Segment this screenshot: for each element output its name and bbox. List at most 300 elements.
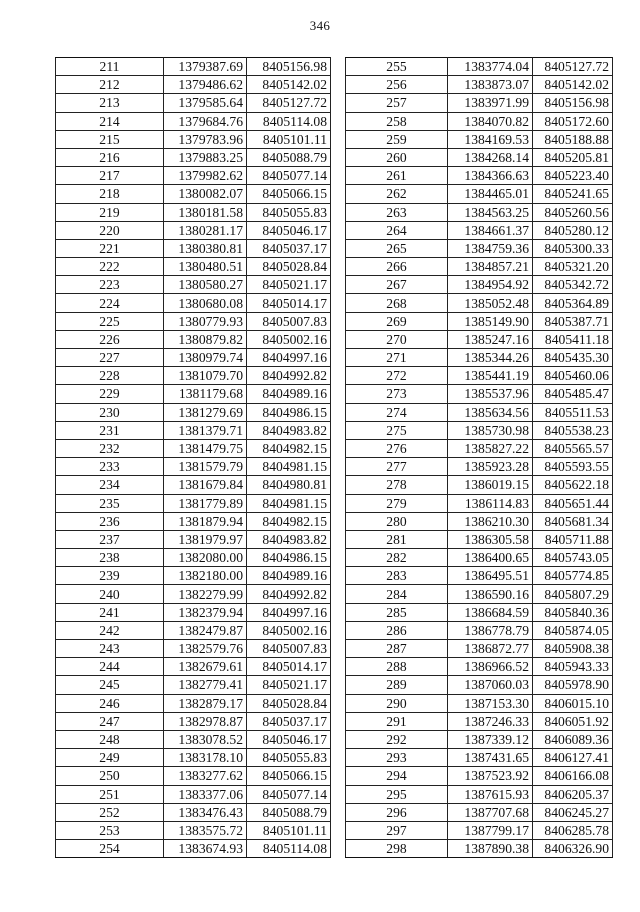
y-coordinate-cell: 8406245.27 <box>533 803 613 821</box>
y-coordinate-cell: 8406051.92 <box>533 712 613 730</box>
table-row <box>346 512 613 530</box>
point-number-cell: 228 <box>56 367 164 385</box>
point-number-cell: 253 <box>56 821 164 839</box>
point-number-cell: 215 <box>56 130 164 148</box>
x-coordinate-cell: 1384268.14 <box>448 148 533 166</box>
x-coordinate-cell: 1379585.64 <box>164 94 247 112</box>
point-number-cell: 257 <box>346 94 448 112</box>
table-row <box>56 258 331 276</box>
x-coordinate-cell: 1382479.87 <box>164 621 247 639</box>
point-number-cell: 273 <box>346 385 448 403</box>
table-row <box>56 785 331 803</box>
table-row <box>56 694 331 712</box>
table-row <box>56 148 331 166</box>
table-row <box>346 349 613 367</box>
y-coordinate-cell: 8406326.90 <box>533 840 613 858</box>
x-coordinate-cell: 1387246.33 <box>448 712 533 730</box>
table-row <box>56 167 331 185</box>
point-number-cell: 235 <box>56 494 164 512</box>
y-coordinate-cell: 8405681.34 <box>533 512 613 530</box>
y-coordinate-cell: 8405364.89 <box>533 294 613 312</box>
point-number-cell: 281 <box>346 530 448 548</box>
x-coordinate-cell: 1382679.61 <box>164 658 247 676</box>
table-row <box>56 658 331 676</box>
x-coordinate-cell: 1380480.51 <box>164 258 247 276</box>
point-number-cell: 263 <box>346 203 448 221</box>
table-row <box>56 803 331 821</box>
point-number-cell: 218 <box>56 185 164 203</box>
point-number-cell: 266 <box>346 258 448 276</box>
table-row <box>346 185 613 203</box>
table-row <box>56 840 331 858</box>
x-coordinate-cell: 1382279.99 <box>164 585 247 603</box>
point-number-cell: 265 <box>346 239 448 257</box>
x-coordinate-cell: 1387339.12 <box>448 730 533 748</box>
x-coordinate-cell: 1379982.62 <box>164 167 247 185</box>
y-coordinate-cell: 8405411.18 <box>533 330 613 348</box>
table-row <box>346 603 613 621</box>
y-coordinate-cell: 8406285.78 <box>533 821 613 839</box>
point-number-cell: 289 <box>346 676 448 694</box>
table-row <box>56 203 331 221</box>
point-number-cell: 284 <box>346 585 448 603</box>
point-number-cell: 256 <box>346 76 448 94</box>
point-number-cell: 267 <box>346 276 448 294</box>
table-row <box>346 585 613 603</box>
point-number-cell: 247 <box>56 712 164 730</box>
x-coordinate-cell: 1385247.16 <box>448 330 533 348</box>
table-row <box>346 730 613 748</box>
table-row <box>56 312 331 330</box>
y-coordinate-cell: 8405077.14 <box>247 167 331 185</box>
y-coordinate-cell: 8405188.88 <box>533 130 613 148</box>
point-number-cell: 229 <box>56 385 164 403</box>
table-row <box>56 458 331 476</box>
x-coordinate-cell: 1380779.93 <box>164 312 247 330</box>
point-number-cell: 224 <box>56 294 164 312</box>
y-coordinate-cell: 8405241.65 <box>533 185 613 203</box>
point-number-cell: 250 <box>56 767 164 785</box>
point-number-cell: 276 <box>346 439 448 457</box>
table-row <box>346 821 613 839</box>
table-row <box>56 185 331 203</box>
x-coordinate-cell: 1380082.07 <box>164 185 247 203</box>
table-row <box>346 476 613 494</box>
table-row <box>56 439 331 457</box>
x-coordinate-cell: 1387799.17 <box>448 821 533 839</box>
table-row <box>346 148 613 166</box>
y-coordinate-cell: 8405622.18 <box>533 476 613 494</box>
table-row <box>346 658 613 676</box>
table-row <box>56 421 331 439</box>
table-row <box>346 312 613 330</box>
table-row <box>56 640 331 658</box>
x-coordinate-cell: 1383377.06 <box>164 785 247 803</box>
point-number-cell: 290 <box>346 694 448 712</box>
point-number-cell: 251 <box>56 785 164 803</box>
y-coordinate-cell: 8404989.16 <box>247 567 331 585</box>
y-coordinate-cell: 8404992.82 <box>247 585 331 603</box>
x-coordinate-cell: 1384857.21 <box>448 258 533 276</box>
point-number-cell: 275 <box>346 421 448 439</box>
x-coordinate-cell: 1386495.51 <box>448 567 533 585</box>
x-coordinate-cell: 1384070.82 <box>448 112 533 130</box>
x-coordinate-cell: 1379486.62 <box>164 76 247 94</box>
x-coordinate-cell: 1380879.82 <box>164 330 247 348</box>
y-coordinate-cell: 8405593.55 <box>533 458 613 476</box>
table-row <box>346 94 613 112</box>
point-number-cell: 285 <box>346 603 448 621</box>
x-coordinate-cell: 1383971.99 <box>448 94 533 112</box>
point-number-cell: 270 <box>346 330 448 348</box>
point-number-cell: 296 <box>346 803 448 821</box>
y-coordinate-cell: 8405142.02 <box>247 76 331 94</box>
x-coordinate-cell: 1384759.36 <box>448 239 533 257</box>
x-coordinate-cell: 1386114.83 <box>448 494 533 512</box>
x-coordinate-cell: 1379783.96 <box>164 130 247 148</box>
table-row <box>346 549 613 567</box>
point-number-cell: 297 <box>346 821 448 839</box>
x-coordinate-cell: 1386210.30 <box>448 512 533 530</box>
point-number-cell: 268 <box>346 294 448 312</box>
table-row <box>56 730 331 748</box>
x-coordinate-cell: 1387060.03 <box>448 676 533 694</box>
point-number-cell: 211 <box>56 58 164 76</box>
y-coordinate-cell: 8405205.81 <box>533 148 613 166</box>
point-number-cell: 261 <box>346 167 448 185</box>
y-coordinate-cell: 8405088.79 <box>247 148 331 166</box>
table-row <box>346 385 613 403</box>
y-coordinate-cell: 8405066.15 <box>247 767 331 785</box>
y-coordinate-cell: 8405321.20 <box>533 258 613 276</box>
point-number-cell: 288 <box>346 658 448 676</box>
point-number-cell: 231 <box>56 421 164 439</box>
x-coordinate-cell: 1381479.75 <box>164 439 247 457</box>
point-number-cell: 223 <box>56 276 164 294</box>
table-row <box>56 512 331 530</box>
x-coordinate-cell: 1381679.84 <box>164 476 247 494</box>
point-number-cell: 292 <box>346 730 448 748</box>
y-coordinate-cell: 8405774.85 <box>533 567 613 585</box>
y-coordinate-cell: 8405511.53 <box>533 403 613 421</box>
table-row <box>346 767 613 785</box>
x-coordinate-cell: 1385344.26 <box>448 349 533 367</box>
point-number-cell: 279 <box>346 494 448 512</box>
y-coordinate-cell: 8405088.79 <box>247 803 331 821</box>
table-row <box>56 749 331 767</box>
y-coordinate-cell: 8405743.05 <box>533 549 613 567</box>
point-number-cell: 230 <box>56 403 164 421</box>
point-number-cell: 259 <box>346 130 448 148</box>
x-coordinate-cell: 1386400.65 <box>448 549 533 567</box>
y-coordinate-cell: 8405028.84 <box>247 258 331 276</box>
x-coordinate-cell: 1386872.77 <box>448 640 533 658</box>
x-coordinate-cell: 1381079.70 <box>164 367 247 385</box>
point-number-cell: 294 <box>346 767 448 785</box>
y-coordinate-cell: 8406205.37 <box>533 785 613 803</box>
table-row <box>346 221 613 239</box>
point-number-cell: 269 <box>346 312 448 330</box>
x-coordinate-cell: 1380680.08 <box>164 294 247 312</box>
y-coordinate-cell: 8405037.17 <box>247 239 331 257</box>
x-coordinate-cell: 1379684.76 <box>164 112 247 130</box>
x-coordinate-cell: 1381879.94 <box>164 512 247 530</box>
y-coordinate-cell: 8405114.08 <box>247 840 331 858</box>
x-coordinate-cell: 1383774.04 <box>448 58 533 76</box>
y-coordinate-cell: 8405037.17 <box>247 712 331 730</box>
x-coordinate-cell: 1381979.97 <box>164 530 247 548</box>
x-coordinate-cell: 1383178.10 <box>164 749 247 767</box>
x-coordinate-cell: 1383277.62 <box>164 767 247 785</box>
y-coordinate-cell: 8406127.41 <box>533 749 613 767</box>
table-row <box>346 567 613 585</box>
y-coordinate-cell: 8405280.12 <box>533 221 613 239</box>
table-row <box>56 58 331 76</box>
x-coordinate-cell: 1385827.22 <box>448 439 533 457</box>
table-row <box>346 840 613 858</box>
x-coordinate-cell: 1383078.52 <box>164 730 247 748</box>
y-coordinate-cell: 8405055.83 <box>247 749 331 767</box>
point-number-cell: 254 <box>56 840 164 858</box>
table-row <box>56 349 331 367</box>
table-row <box>56 76 331 94</box>
table-row <box>56 294 331 312</box>
point-number-cell: 214 <box>56 112 164 130</box>
x-coordinate-cell: 1384661.37 <box>448 221 533 239</box>
y-coordinate-cell: 8405435.30 <box>533 349 613 367</box>
y-coordinate-cell: 8405978.90 <box>533 676 613 694</box>
y-coordinate-cell: 8404981.15 <box>247 494 331 512</box>
y-coordinate-cell: 8404997.16 <box>247 349 331 367</box>
y-coordinate-cell: 8405066.15 <box>247 185 331 203</box>
y-coordinate-cell: 8404981.15 <box>247 458 331 476</box>
point-number-cell: 244 <box>56 658 164 676</box>
point-number-cell: 282 <box>346 549 448 567</box>
y-coordinate-cell: 8405021.17 <box>247 676 331 694</box>
point-number-cell: 234 <box>56 476 164 494</box>
point-number-cell: 258 <box>346 112 448 130</box>
page-number: 346 <box>309 18 331 33</box>
point-number-cell: 291 <box>346 712 448 730</box>
table-row <box>346 239 613 257</box>
point-number-cell: 286 <box>346 621 448 639</box>
x-coordinate-cell: 1384465.01 <box>448 185 533 203</box>
point-number-cell: 255 <box>346 58 448 76</box>
point-number-cell: 283 <box>346 567 448 585</box>
x-coordinate-cell: 1384954.92 <box>448 276 533 294</box>
x-coordinate-cell: 1385149.90 <box>448 312 533 330</box>
table-row <box>56 385 331 403</box>
y-coordinate-cell: 8405002.16 <box>247 621 331 639</box>
table-row <box>56 585 331 603</box>
table-row <box>346 76 613 94</box>
table-row <box>56 276 331 294</box>
coordinate-table-left <box>55 57 331 858</box>
x-coordinate-cell: 1386778.79 <box>448 621 533 639</box>
point-number-cell: 238 <box>56 549 164 567</box>
y-coordinate-cell: 8405101.11 <box>247 821 331 839</box>
point-number-cell: 213 <box>56 94 164 112</box>
table-row <box>346 367 613 385</box>
y-coordinate-cell: 8405127.72 <box>247 94 331 112</box>
x-coordinate-cell: 1383575.72 <box>164 821 247 839</box>
x-coordinate-cell: 1387523.92 <box>448 767 533 785</box>
point-number-cell: 280 <box>346 512 448 530</box>
point-number-cell: 220 <box>56 221 164 239</box>
point-number-cell: 272 <box>346 367 448 385</box>
table-row <box>346 494 613 512</box>
y-coordinate-cell: 8404982.15 <box>247 512 331 530</box>
y-coordinate-cell: 8405711.88 <box>533 530 613 548</box>
y-coordinate-cell: 8405485.47 <box>533 385 613 403</box>
coordinate-table-right <box>345 57 613 858</box>
y-coordinate-cell: 8405046.17 <box>247 730 331 748</box>
x-coordinate-cell: 1385634.56 <box>448 403 533 421</box>
x-coordinate-cell: 1387431.65 <box>448 749 533 767</box>
point-number-cell: 233 <box>56 458 164 476</box>
point-number-cell: 232 <box>56 439 164 457</box>
point-number-cell: 249 <box>56 749 164 767</box>
y-coordinate-cell: 8404986.15 <box>247 403 331 421</box>
x-coordinate-cell: 1380580.27 <box>164 276 247 294</box>
x-coordinate-cell: 1382379.94 <box>164 603 247 621</box>
point-number-cell: 245 <box>56 676 164 694</box>
table-row <box>346 294 613 312</box>
x-coordinate-cell: 1386966.52 <box>448 658 533 676</box>
y-coordinate-cell: 8405046.17 <box>247 221 331 239</box>
table-row <box>346 112 613 130</box>
table-row <box>56 221 331 239</box>
y-coordinate-cell: 8405342.72 <box>533 276 613 294</box>
x-coordinate-cell: 1385052.48 <box>448 294 533 312</box>
y-coordinate-cell: 8405260.56 <box>533 203 613 221</box>
y-coordinate-cell: 8405002.16 <box>247 330 331 348</box>
y-coordinate-cell: 8405114.08 <box>247 112 331 130</box>
table-row <box>56 330 331 348</box>
x-coordinate-cell: 1385730.98 <box>448 421 533 439</box>
x-coordinate-cell: 1386305.58 <box>448 530 533 548</box>
point-number-cell: 241 <box>56 603 164 621</box>
point-number-cell: 277 <box>346 458 448 476</box>
y-coordinate-cell: 8404983.82 <box>247 530 331 548</box>
table-row <box>346 458 613 476</box>
point-number-cell: 248 <box>56 730 164 748</box>
table-row <box>56 621 331 639</box>
x-coordinate-cell: 1380380.81 <box>164 239 247 257</box>
y-coordinate-cell: 8405172.60 <box>533 112 613 130</box>
point-number-cell: 274 <box>346 403 448 421</box>
point-number-cell: 264 <box>346 221 448 239</box>
point-number-cell: 216 <box>56 148 164 166</box>
y-coordinate-cell: 8405028.84 <box>247 694 331 712</box>
y-coordinate-cell: 8405807.29 <box>533 585 613 603</box>
table-row <box>346 276 613 294</box>
x-coordinate-cell: 1387615.93 <box>448 785 533 803</box>
x-coordinate-cell: 1380979.74 <box>164 349 247 367</box>
y-coordinate-cell: 8405538.23 <box>533 421 613 439</box>
x-coordinate-cell: 1387153.30 <box>448 694 533 712</box>
y-coordinate-cell: 8404982.15 <box>247 439 331 457</box>
point-number-cell: 262 <box>346 185 448 203</box>
y-coordinate-cell: 8405007.83 <box>247 312 331 330</box>
x-coordinate-cell: 1382180.00 <box>164 567 247 585</box>
x-coordinate-cell: 1383476.43 <box>164 803 247 821</box>
x-coordinate-cell: 1382579.76 <box>164 640 247 658</box>
x-coordinate-cell: 1381779.89 <box>164 494 247 512</box>
y-coordinate-cell: 8404992.82 <box>247 367 331 385</box>
point-number-cell: 222 <box>56 258 164 276</box>
y-coordinate-cell: 8404997.16 <box>247 603 331 621</box>
x-coordinate-cell: 1383674.93 <box>164 840 247 858</box>
table-row <box>56 549 331 567</box>
table-row <box>346 676 613 694</box>
table-row <box>56 130 331 148</box>
x-coordinate-cell: 1387890.38 <box>448 840 533 858</box>
point-number-cell: 226 <box>56 330 164 348</box>
point-number-cell: 293 <box>346 749 448 767</box>
y-coordinate-cell: 8405101.11 <box>247 130 331 148</box>
table-row <box>56 712 331 730</box>
y-coordinate-cell: 8404989.16 <box>247 385 331 403</box>
x-coordinate-cell: 1387707.68 <box>448 803 533 821</box>
table-row <box>56 567 331 585</box>
table-row <box>56 367 331 385</box>
x-coordinate-cell: 1383873.07 <box>448 76 533 94</box>
y-coordinate-cell: 8405943.33 <box>533 658 613 676</box>
point-number-cell: 287 <box>346 640 448 658</box>
x-coordinate-cell: 1386590.16 <box>448 585 533 603</box>
table-row <box>56 112 331 130</box>
point-number-cell: 212 <box>56 76 164 94</box>
point-number-cell: 298 <box>346 840 448 858</box>
y-coordinate-cell: 8405007.83 <box>247 640 331 658</box>
x-coordinate-cell: 1385537.96 <box>448 385 533 403</box>
point-number-cell: 227 <box>56 349 164 367</box>
point-number-cell: 219 <box>56 203 164 221</box>
table-row <box>56 94 331 112</box>
y-coordinate-cell: 8405014.17 <box>247 658 331 676</box>
x-coordinate-cell: 1381379.71 <box>164 421 247 439</box>
y-coordinate-cell: 8405014.17 <box>247 294 331 312</box>
point-number-cell: 271 <box>346 349 448 367</box>
x-coordinate-cell: 1381279.69 <box>164 403 247 421</box>
y-coordinate-cell: 8405142.02 <box>533 76 613 94</box>
x-coordinate-cell: 1384563.25 <box>448 203 533 221</box>
x-coordinate-cell: 1384169.53 <box>448 130 533 148</box>
x-coordinate-cell: 1382978.87 <box>164 712 247 730</box>
table-row <box>346 439 613 457</box>
y-coordinate-cell: 8406089.36 <box>533 730 613 748</box>
point-number-cell: 217 <box>56 167 164 185</box>
y-coordinate-cell: 8405840.36 <box>533 603 613 621</box>
table-row <box>346 203 613 221</box>
y-coordinate-cell: 8405127.72 <box>533 58 613 76</box>
table-row <box>346 530 613 548</box>
point-number-cell: 237 <box>56 530 164 548</box>
point-number-cell: 240 <box>56 585 164 603</box>
y-coordinate-cell: 8405874.05 <box>533 621 613 639</box>
x-coordinate-cell: 1380181.58 <box>164 203 247 221</box>
x-coordinate-cell: 1379387.69 <box>164 58 247 76</box>
table-row <box>346 130 613 148</box>
table-row <box>346 167 613 185</box>
table-row <box>346 712 613 730</box>
y-coordinate-cell: 8405460.06 <box>533 367 613 385</box>
table-row <box>56 603 331 621</box>
table-row <box>346 749 613 767</box>
y-coordinate-cell: 8405223.40 <box>533 167 613 185</box>
y-coordinate-cell: 8405300.33 <box>533 239 613 257</box>
